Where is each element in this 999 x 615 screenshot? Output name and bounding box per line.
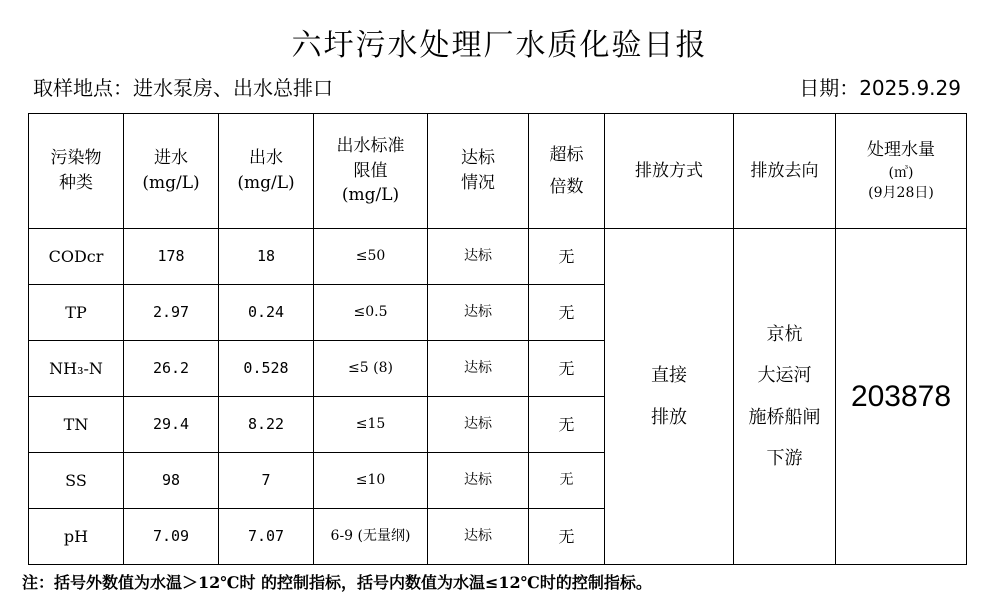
outflow-cell: 7 [219,453,314,509]
exceed-cell: 无 [529,509,605,565]
header-volume: 处理水量 (㎥) (9月28日) [836,114,967,229]
pollutant-cell: pH [29,509,124,565]
status-cell: 达标 [428,397,529,453]
outflow-cell: 18 [219,229,314,285]
water-quality-table [28,113,967,565]
outflow-cell: 0.24 [219,285,314,341]
sampling-location: 取样地点：进水泵房、出水总排口 [33,76,333,100]
header-pollutant: 污染物 种类 [29,114,124,229]
report-date: 日期：2025.9.29 [799,76,961,100]
table-header-row [29,114,967,229]
discharge-method-cell: 直接 排放 [605,229,734,565]
pollutant-cell: TP [29,285,124,341]
exceed-cell: 无 [529,285,605,341]
inflow-cell: 2.97 [124,285,219,341]
pollutant-cell: TN [29,397,124,453]
header-compliance: 达标 情况 [428,114,529,229]
limit-cell: ≤50 [314,229,428,285]
header-exceed: 超标 倍数 [529,114,605,229]
inflow-cell: 7.09 [124,509,219,565]
outflow-cell: 7.07 [219,509,314,565]
exceed-cell: 无 [529,453,605,509]
pollutant-cell: SS [29,453,124,509]
inflow-cell: 26.2 [124,341,219,397]
header-limit: 出水标准 限值 (mg/L) [314,114,428,229]
header-discharge-direction: 排放去向 [734,114,836,229]
status-cell: 达标 [428,509,529,565]
inflow-cell: 29.4 [124,397,219,453]
volume-cell: 203878 [836,229,967,565]
status-cell: 达标 [428,285,529,341]
status-cell: 达标 [428,341,529,397]
outflow-cell: 8.22 [219,397,314,453]
pollutant-cell: CODcr [29,229,124,285]
inflow-cell: 98 [124,453,219,509]
limit-cell: 6-9 (无量纲) [314,509,428,565]
footnote: 注：括号外数值为水温＞12℃时 的控制指标，括号内数值为水温≤12℃时的控制指标。 [22,573,652,592]
exceed-cell: 无 [529,341,605,397]
limit-cell: ≤15 [314,397,428,453]
outflow-cell: 0.528 [219,341,314,397]
limit-cell: ≤0.5 [314,285,428,341]
exceed-cell: 无 [529,397,605,453]
inflow-cell: 178 [124,229,219,285]
discharge-direction-cell: 京杭 大运河 施桥船闸 下游 [734,229,836,565]
header-discharge-method: 排放方式 [605,114,734,229]
pollutant-cell: NH₃-N [29,341,124,397]
limit-cell: ≤5 (8) [314,341,428,397]
table-row [29,229,967,285]
limit-cell: ≤10 [314,453,428,509]
status-cell: 达标 [428,453,529,509]
status-cell: 达标 [428,229,529,285]
report-title: 六圩污水处理厂水质化验日报 [291,28,708,63]
header-inflow: 进水 (mg/L) [124,114,219,229]
exceed-cell: 无 [529,229,605,285]
header-outflow: 出水 (mg/L) [219,114,314,229]
